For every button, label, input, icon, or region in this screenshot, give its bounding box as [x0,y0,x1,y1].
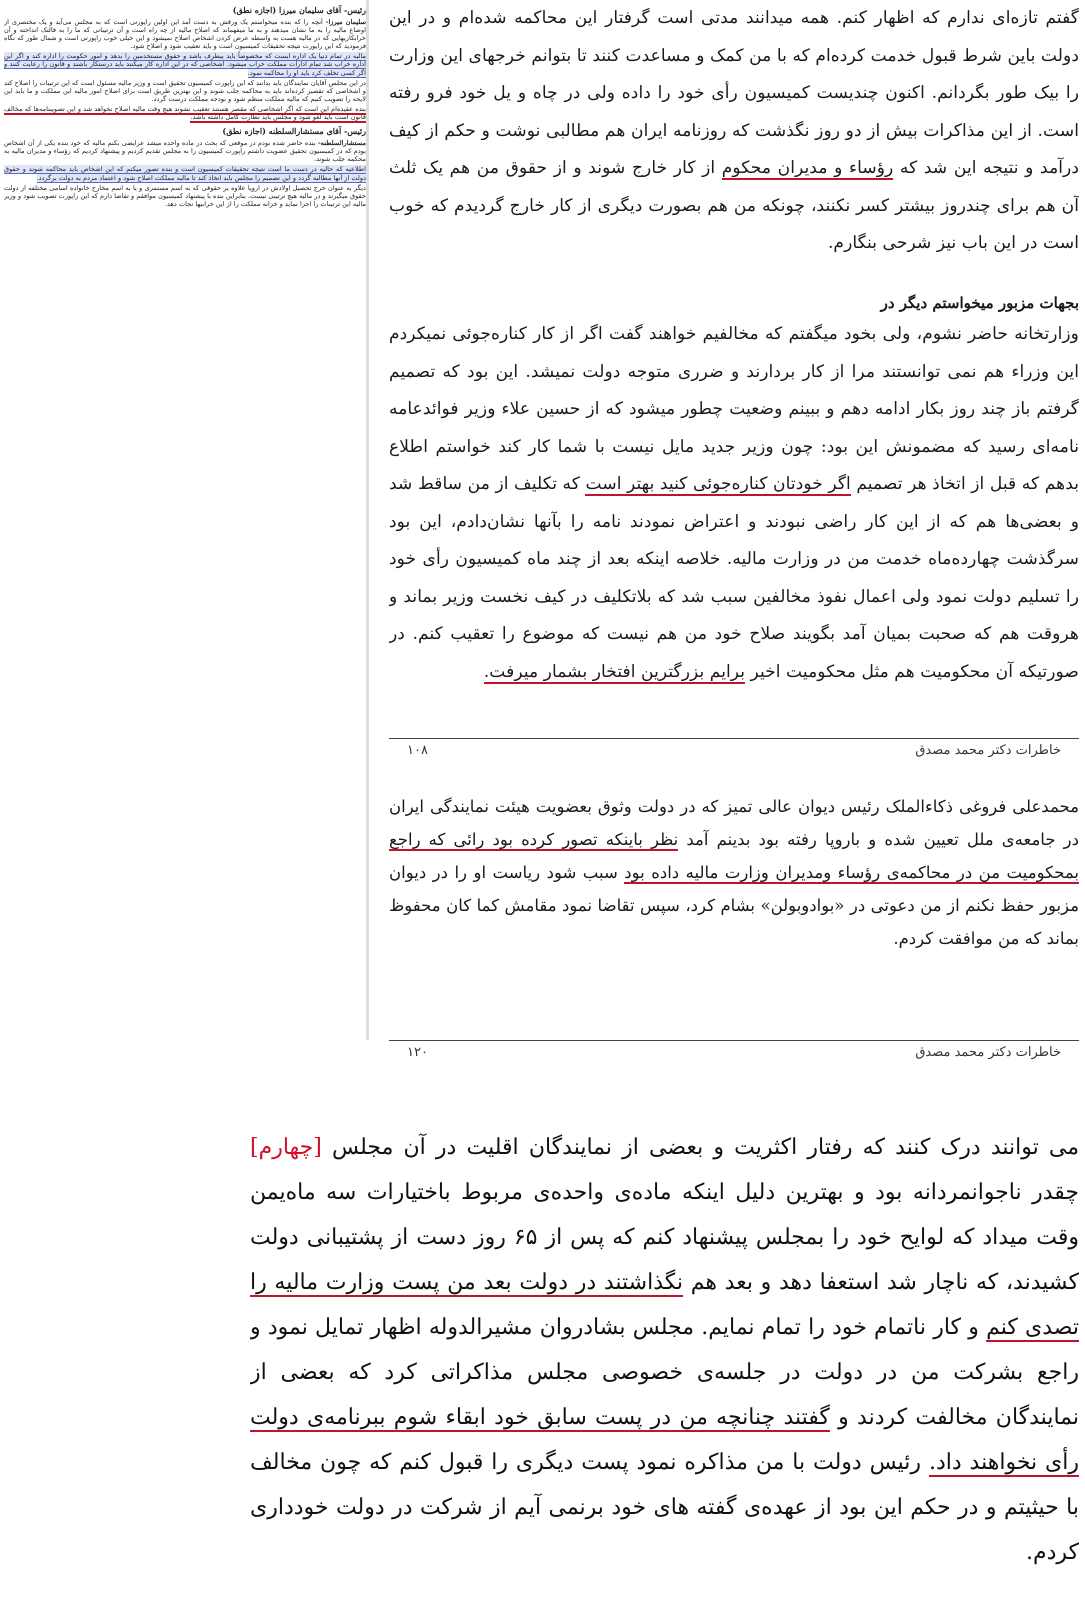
underlined-phrase: گفتند چنانچه من در پست سابق خود ابقاء شوم ببرنامه‌ی دولت رأی نخواهند داد. [250,1405,1079,1475]
transcript-paragraph [4,165,366,181]
footer-page-number: ۱۰۸ [407,743,428,758]
speaker-heading: رئیس- آقای مستشارالسلطنه (اجازه نطق) [222,126,366,137]
excerpt-text: از کار خارج شوند و از حقوق من هم یک ثلث آن هم برای چندروز بیشتر کسر نکنند، چونکه من هم بصورت دیگری از کار خارج گردیدم که خوب است در این باب نیز شرحی بنگارم. [389,158,1079,253]
transcript-text: آنچه را که بنده میخواستم یک ورقش به دست آمد این اولین راپورتی است که به مجلس می‌آید و یک مختصری از اوضاع مالیه را به ما نشان میدهند و به ما میفهماند که اصلاح مالیه از چه راه است و آن ترتیباتی که ما را به قالتک انداخته و آن خرابکاریهایی که در مالیه هست به واسطه عرض کردن اشخاص اصلاح نمیشود و این خیلی خوب راپورتی است و شمال طور که نگاه فرمودید که این راپورت نتیجه تحقیقات کمیسیون است و باید تعقیب شود و اصلاح شود. [4,18,366,51]
transcript-paragraph [4,18,366,50]
speaker-name: سلیمان میرزا- [325,18,366,26]
excerpt-subheading: بجهات مزبور میخواستم دیگر در [880,294,1079,312]
excerpt-text: می توانند درک کنند که رفتار اکثریت و بعضی از نمایندگان اقلیت در آن مجلس [332,1135,1079,1160]
excerpt-paragraph [389,0,1079,263]
underlined-phrase: رؤساء و مدیران محکوم [721,158,894,178]
highlighted-text: مالیه در تمام دنیا یک اداره ایست که مخصوصاً باید بیطرف باشد و حقوق مستخدمین را بدهد و امور حکومت را اداره کند و اگر این اداره خراب شد تمام ادارات مملکت خراب میشود. اشخاصی که در این اداره کار میکنند باید درستکار باشند و قانون را رعایت کنند و اگر کسی تخلف کرد باید او را محاکمه نمود. [4,52,366,77]
underlined-phrase: اگر خودتان کناره‌جوئی کنید بهتر است [585,474,851,494]
transcript-paragraph: دیگر به عنوان خرج تحصیل اولادش در اروپا علاوه بر حقوقی که به اسم مستمری و یا به اسم مخارج خانواده اسامی مختلفه از دولت حقوق میگیرند و در مالیه هیچ ترتیبی نیست. بنابراین بنده با پیشنهاد کمیسیون موافقم و تقاضا دارم که این راپورت تصویب شود و وزیر مالیه این ترتیبات را اجرا نماید و خزانه مملکت را از این خرابیها نجات دهد. [4,183,366,208]
transcript-paragraph [4,139,366,163]
transcript-text: بنده حاضر شده بودم در موقعی که بحث در ماده واحده میشد عرایضی بکنم مالیه که خود بنده یکی از آن اشخاص بودم که در کمیسیون تحقیق عضویت داشتم راپورت کمیسیون را به مجلس تقدیم کردیم و پیشنهاد کردیم که رؤساء و مدیران مالیه به محکمه جلب شوند. [4,139,366,164]
excerpt-paragraph [389,316,1079,691]
highlighted-text: اطلاعیه که حالیه در دست ما است نتیجه تحقیقات کمیسیون است و بنده تصور میکنم که این اشخاص باید محاکمه شوند و حقوق دولت از آنها مطالبه گردد و این تصمیم را مجلس باید اتخاذ کند تا مالیه مملکت اصلاح شود و اعتماد مردم به دولت برگردد. [4,165,366,182]
memoir-excerpt-4 [250,1125,1079,1595]
speaker-heading: رئیس- آقای سلیمان میرزا (اجازه نطق) [232,5,366,15]
editor-insert-tag: [چهارم] [250,1135,322,1160]
footer-book-title: خاطرات دکتر محمد مصدق [915,743,1061,758]
speaker-name: مستشارالسلطنه- [317,139,366,148]
parliament-transcript-column [4,0,366,1040]
memoir-excerpt-1 [389,0,1079,285]
footer-book-title: خاطرات دکتر محمد مصدق [915,1045,1061,1060]
memoir-excerpt-2 [389,290,1079,770]
underlined-text: بنده عقیده‌ام این است که اگر اشخاصی که مقصر هستند تعقیب نشوند هیچ وقت مالیه اصلاح نخواهد شد و این تصویبنامه‌ها که مخالف قانون است باید لغو شود و مجلس باید نظارت کامل داشته باشد. [4,104,366,122]
page-footer [389,1040,1079,1064]
excerpt-paragraph [389,790,1079,955]
footer-page-number: ۱۲۰ [407,1045,428,1060]
excerpt-text: محمدعلی فروغی ذکاءالملک رئیس دیوان عالی تمیز که در دولت وثوق بعضویت هیئت نمایندگی ایران در جامعه‌ی ملل تعیین شده و باروپا رفته بود بدینم آمد [389,797,1079,849]
excerpt-paragraph [250,1125,1079,1575]
underlined-phrase: برایم بزرگترین افتخار بشمار میرفت. [483,661,746,682]
excerpt-text: وزارتخانه حاضر نشوم، ولی بخود میگفتم که مخالفیم خواهند گفت اگر از کار کناره‌جوئی نمیکردم این وزراء هم نمی توانستند مرا از کار بردارند و ضرری متوجه دولت نمیشد. این بود که تصمیم گرفتم باز چند روز بکار ادامه دهم و ببینم وضعیت چطور میشود که از حسین علاء وزیر فوائدعامه نامه‌ای رسید که مضمونش این بود: چون وزیر جدید مایل نیست با شما کار کند خواستم اطلاع بدهم که قبل از اتخاذ هر تصمیم [389,324,1079,494]
excerpt-text: سبب شود ریاست او را در دیوان مزبور حفظ نکنم از من دعوتی در «بوادوبولن» بشام کرد، سپس تقاضا نمود مقامش کما کان محفوظ بماند که من موافقت کردم. [389,863,1079,948]
excerpt-text: رئیس دولت با من مذاکره نمود پست دیگری را قبول کنم که چون مخالف با حیثیتم و در حکم این بود از عهده‌ی گفته های خود برنمی آیم از شرکت در دولت خودداری کردم. [250,1450,1079,1565]
excerpt-text: که تکلیف از من ساقط شد و بعضی‌ها هم که از این کار راضی نبودند و اعتراض نمودند نامه را بآنها نشان‌دادم، این بود سرگذشت چهارده‌ماه خدمت من در وزارت مالیه. خلاصه اینکه بعد از چند ماه کمیسیون رأی خود را تسلیم دولت نمود ولی اعمال نفوذ مخالفین سبب شد که بلاتکلیف در کیف نخست وزیر بماند و هروقت هم که صحبت بمیان آمد بگویند صلاح خود من هم نیست که موضوع را تعقیب کنم. در صورتیکه آن محکومیت هم مثل محکومیت اخیر [389,474,1079,682]
memoir-excerpt-3 [389,790,1079,1035]
excerpt-text: چقدر ناجوانمردانه بود و بهترین دلیل اینکه ماده‌ی واحده‌ی مربوط باختیارات سه ماه‌یمن وقت میداد که لوایح خود را بمجلس پیشنهاد کنم که پس از ۶۵ روز دست از پشتیبانی دولت کشیدند، که ناچار شد استعفا دهد و بعد هم [250,1180,1079,1295]
excerpt-text: و کار ناتمام خود را تمام نمایم. مجلس بشادروان مشیرالدوله اظهار تمایل نمود و راجع بشرکت من در دولت در جلسه‌ی خصوصی مجلس مذاکراتی کرد که بعضی از نمایندگان مخالفت کردند و [250,1315,1079,1430]
column-divider [366,0,369,1040]
underlined-phrase: نگذاشتند در دولت بعد من پست وزارت مالیه را تصدی کنم [250,1270,1079,1340]
page-footer [389,738,1079,762]
underlined-phrase: نظر باینکه تصور کرده بود رائی که راجع بمحکومیت من در محاکمه‌ی رؤساء ومدیران وزارت مالیه داده بود [389,830,1079,882]
excerpt-text: گفتم تازه‌ای ندارم که اظهار کنم. همه میدانند مدتی است گرفتار این محاکمه شده‌ام و در این دولت باین شرط قبول خدمت کرده‌ام که با من کمک و مساعدت کنند تا بتوانم خرجهای این وزارت را بیک طور بگردانم. اکنون چندیست کمیسیون رأی خود را داده ولی در چاه و یل خود فرو رفته است. از این مذاکرات بیش از دو روز نگذشت که روزنامه ایران هم مطالبی نوشت و حکم از کیف درآمد و نتیجه این شد که [389,8,1079,178]
transcript-paragraph: در این مجلس آقایان نمایندگان باید بدانند که این راپورت کمیسیون تحقیق است و وزیر مالیه مسئول است که این ترتیبات را اصلاح کند و اشخاصی که تقصیر کرده‌اند باید به محاکمه جلب شوند و این بهترین طریق است برای اصلاح امور مالیه این مملکت و ما باید این لایحه را تصویب کنیم که مالیه مملکت منظم شود و بودجه مملکت درست گردد. [4,78,366,103]
transcript-paragraph [4,105,366,121]
transcript-paragraph [4,52,366,76]
